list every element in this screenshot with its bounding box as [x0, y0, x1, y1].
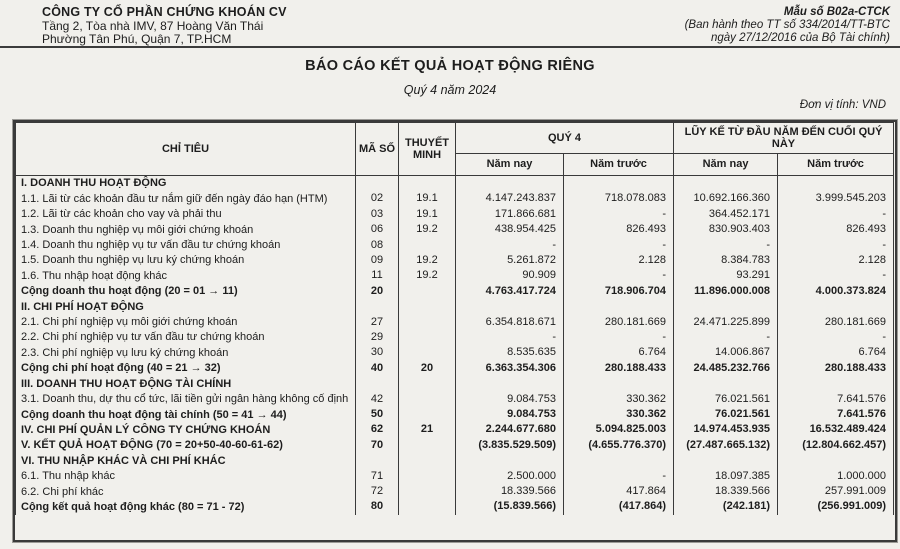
currency-unit-label: Đơn vị tính: VND: [799, 99, 886, 111]
cell-q4_nay: [456, 299, 564, 314]
form-note-line1: (Ban hành theo TT số 334/2014/TT-BTC: [684, 19, 890, 31]
table-row: [16, 207, 894, 222]
cell-q4_truoc: -: [564, 238, 674, 253]
cell-ma_so: [356, 299, 399, 314]
cell-ma_so: 42: [356, 392, 399, 407]
header-quy4-group: QUÝ 4: [456, 123, 674, 154]
header-lk-nam-nay: Năm nay: [674, 154, 778, 176]
cell-lk_nay: 24.485.232.766: [674, 361, 778, 376]
cell-lk_nay: 18.097.385: [674, 469, 778, 484]
table-row: [16, 407, 894, 422]
cell-label: 1.4. Doanh thu nghiệp vụ tư vấn đầu tư chứng khoán: [16, 238, 356, 253]
cell-label: 6.1. Thu nhập khác: [16, 469, 356, 484]
cell-thuyet_minh: 19.2: [399, 268, 456, 283]
cell-ma_so: 30: [356, 345, 399, 360]
cell-q4_nay: 2.244.677.680: [456, 422, 564, 437]
cell-ma_so: 03: [356, 207, 399, 222]
cell-lk_truoc: -: [778, 330, 894, 345]
cell-ma_so: [356, 176, 399, 192]
table-row: [16, 315, 894, 330]
company-name: CÔNG TY CỔ PHẦN CHỨNG KHOÁN CV: [42, 5, 287, 19]
cell-lk_truoc: 257.991.009: [778, 484, 894, 499]
form-number: Mẫu số B02a-CTCK: [783, 6, 890, 18]
cell-thuyet_minh: [399, 438, 456, 453]
income-statement-table: [15, 122, 894, 515]
cell-ma_so: [356, 376, 399, 391]
report-subtitle: Quý 4 năm 2024: [403, 83, 497, 97]
cell-label: 6.2. Chi phí khác: [16, 484, 356, 499]
table-row: [16, 453, 894, 468]
cell-q4_nay: 2.500.000: [456, 469, 564, 484]
cell-thuyet_minh: [399, 330, 456, 345]
cell-ma_so: 27: [356, 315, 399, 330]
cell-lk_nay: 10.692.166.360: [674, 191, 778, 206]
cell-label: 2.1. Chi phí nghiệp vụ môi giới chứng khoán: [16, 315, 356, 330]
cell-ma_so: 40: [356, 361, 399, 376]
table-row: [16, 284, 894, 299]
cell-thuyet_minh: [399, 376, 456, 391]
cell-lk_nay: [674, 376, 778, 391]
table-row: [16, 484, 894, 499]
form-note-line2: ngày 27/12/2016 của Bộ Tài chính): [710, 32, 890, 44]
cell-q4_truoc: 280.181.669: [564, 315, 674, 330]
company-address-line1: Tầng 2, Tòa nhà IMV, 87 Hoàng Văn Thái: [42, 18, 264, 33]
cell-lk_nay: [674, 453, 778, 468]
table-body: [16, 176, 894, 515]
cell-q4_truoc: 417.864: [564, 484, 674, 499]
cell-q4_truoc: 718.078.083: [564, 191, 674, 206]
cell-label: I. DOANH THU HOẠT ĐỘNG: [16, 176, 356, 192]
cell-q4_nay: [456, 176, 564, 192]
cell-q4_nay: (15.839.566): [456, 499, 564, 514]
cell-thuyet_minh: [399, 407, 456, 422]
cell-q4_nay: [456, 453, 564, 468]
company-address-line2: Phường Tân Phú, Quận 7, TP.HCM: [42, 32, 232, 46]
cell-lk_truoc: 6.764: [778, 345, 894, 360]
cell-q4_nay: [456, 376, 564, 391]
cell-q4_truoc: 6.764: [564, 345, 674, 360]
table-row: [16, 299, 894, 314]
cell-lk_truoc: 280.188.433: [778, 361, 894, 376]
cell-label: 3.1. Doanh thu, dự thu cổ tức, lãi tiền gửi ngân hàng không cố định: [16, 392, 356, 407]
cell-q4_truoc: [564, 299, 674, 314]
cell-q4_nay: 4.147.243.837: [456, 191, 564, 206]
cell-lk_nay: 93.291: [674, 268, 778, 283]
cell-thuyet_minh: [399, 484, 456, 499]
header-luy-ke-group: LŨY KẾ TỪ ĐẦU NĂM ĐẾN CUỐI QUÝ NÀY: [674, 123, 894, 154]
cell-label: 2.2. Chi phí nghiệp vụ tư vấn đầu tư chứng khoán: [16, 330, 356, 345]
cell-q4_nay: 6.363.354.306: [456, 361, 564, 376]
cell-label: Cộng chi phí hoạt động (40 = 21 → 32): [16, 361, 356, 376]
cell-lk_nay: 14.974.453.935: [674, 422, 778, 437]
cell-label: IV. CHI PHÍ QUẢN LÝ CÔNG TY CHỨNG KHOÁN: [16, 422, 356, 437]
cell-thuyet_minh: 21: [399, 422, 456, 437]
cell-label: 1.5. Doanh thu nghiệp vụ lưu ký chứng khoán: [16, 253, 356, 268]
cell-lk_truoc: 4.000.373.824: [778, 284, 894, 299]
report-title: BÁO CÁO KẾT QUẢ HOẠT ĐỘNG RIÊNG: [305, 58, 595, 74]
cell-ma_so: 06: [356, 222, 399, 237]
cell-ma_so: 70: [356, 438, 399, 453]
cell-lk_truoc: 7.641.576: [778, 407, 894, 422]
cell-lk_nay: 830.903.403: [674, 222, 778, 237]
cell-lk_truoc: -: [778, 238, 894, 253]
cell-thuyet_minh: [399, 299, 456, 314]
cell-q4_truoc: 826.493: [564, 222, 674, 237]
cell-ma_so: 80: [356, 499, 399, 514]
table-row: [16, 499, 894, 514]
cell-lk_truoc: [778, 453, 894, 468]
cell-thuyet_minh: 19.2: [399, 253, 456, 268]
cell-q4_nay: 9.084.753: [456, 407, 564, 422]
cell-lk_truoc: -: [778, 207, 894, 222]
cell-thuyet_minh: 20: [399, 361, 456, 376]
table-row: [16, 422, 894, 437]
cell-lk_nay: 14.006.867: [674, 345, 778, 360]
cell-ma_so: 11: [356, 268, 399, 283]
cell-thuyet_minh: [399, 469, 456, 484]
cell-q4_truoc: -: [564, 268, 674, 283]
table-row: [16, 376, 894, 391]
header-thuyet-minh: THUYẾT MINH: [399, 123, 456, 176]
cell-thuyet_minh: [399, 284, 456, 299]
cell-lk_truoc: -: [778, 268, 894, 283]
cell-q4_truoc: -: [564, 469, 674, 484]
letterhead-divider: [0, 46, 900, 48]
cell-lk_nay: -: [674, 238, 778, 253]
cell-ma_so: 20: [356, 284, 399, 299]
cell-q4_truoc: 330.362: [564, 407, 674, 422]
cell-ma_so: 02: [356, 191, 399, 206]
cell-ma_so: 72: [356, 484, 399, 499]
cell-label: 2.3. Chi phí nghiệp vụ lưu ký chứng khoán: [16, 345, 356, 360]
cell-ma_so: 62: [356, 422, 399, 437]
header-chi-tieu: CHỈ TIÊU: [16, 123, 356, 176]
cell-q4_truoc: [564, 376, 674, 391]
cell-label: II. CHI PHÍ HOẠT ĐỘNG: [16, 299, 356, 314]
table-row: [16, 469, 894, 484]
cell-lk_nay: 11.896.000.008: [674, 284, 778, 299]
cell-label: VI. THU NHẬP KHÁC VÀ CHI PHÍ KHÁC: [16, 453, 356, 468]
cell-q4_truoc: [564, 176, 674, 192]
cell-thuyet_minh: [399, 345, 456, 360]
table-row: [16, 361, 894, 376]
cell-lk_nay: -: [674, 330, 778, 345]
table-row: [16, 330, 894, 345]
cell-q4_truoc: -: [564, 330, 674, 345]
cell-lk_nay: 76.021.561: [674, 392, 778, 407]
cell-lk_truoc: [778, 176, 894, 192]
cell-q4_truoc: [564, 453, 674, 468]
cell-q4_nay: 9.084.753: [456, 392, 564, 407]
cell-q4_nay: 5.261.872: [456, 253, 564, 268]
cell-thuyet_minh: 19.1: [399, 207, 456, 222]
cell-q4_nay: 438.954.425: [456, 222, 564, 237]
cell-label: 1.3. Doanh thu nghiệp vụ môi giới chứng khoán: [16, 222, 356, 237]
cell-q4_truoc: 330.362: [564, 392, 674, 407]
company-block: [0, 6, 287, 47]
cell-q4_truoc: (417.864): [564, 499, 674, 514]
cell-q4_nay: 90.909: [456, 268, 564, 283]
cell-ma_so: 29: [356, 330, 399, 345]
cell-lk_nay: 24.471.225.899: [674, 315, 778, 330]
cell-q4_truoc: 5.094.825.003: [564, 422, 674, 437]
cell-lk_truoc: [778, 376, 894, 391]
cell-q4_truoc: 280.188.433: [564, 361, 674, 376]
cell-lk_truoc: [778, 299, 894, 314]
cell-lk_truoc: 7.641.576: [778, 392, 894, 407]
table-row: [16, 253, 894, 268]
cell-ma_so: 50: [356, 407, 399, 422]
cell-ma_so: [356, 453, 399, 468]
cell-q4_nay: 4.763.417.724: [456, 284, 564, 299]
table-row: [16, 438, 894, 453]
cell-thuyet_minh: [399, 499, 456, 514]
cell-label: Cộng doanh thu hoạt động tài chính (50 = 41 → 44): [16, 407, 356, 422]
cell-label: 1.1. Lãi từ các khoản đầu tư nắm giữ đến ngày đáo hạn (HTM): [16, 191, 356, 206]
table-row: [16, 238, 894, 253]
letterhead: [0, 6, 900, 47]
table-row: [16, 176, 894, 192]
cell-label: 1.6. Thu nhập hoạt động khác: [16, 268, 356, 283]
table-row: [16, 191, 894, 206]
table-header: [16, 123, 894, 176]
cell-lk_nay: [674, 176, 778, 192]
cell-lk_nay: [674, 299, 778, 314]
cell-q4_truoc: (4.655.776.370): [564, 438, 674, 453]
cell-ma_so: 71: [356, 469, 399, 484]
cell-q4_nay: -: [456, 330, 564, 345]
cell-lk_nay: 364.452.171: [674, 207, 778, 222]
cell-label: 1.2. Lãi từ các khoản cho vay và phải thu: [16, 207, 356, 222]
cell-q4_nay: 171.866.681: [456, 207, 564, 222]
header-lk-nam-truoc: Năm trước: [778, 154, 894, 176]
header-ma-so: MÃ SỐ: [356, 123, 399, 176]
cell-thuyet_minh: 19.2: [399, 222, 456, 237]
cell-lk_nay: (242.181): [674, 499, 778, 514]
cell-q4_truoc: 718.906.704: [564, 284, 674, 299]
cell-thuyet_minh: [399, 392, 456, 407]
cell-lk_truoc: (256.991.009): [778, 499, 894, 514]
cell-q4_nay: 8.535.635: [456, 345, 564, 360]
form-block: [685, 6, 900, 47]
table-row: [16, 268, 894, 283]
cell-thuyet_minh: [399, 176, 456, 192]
cell-lk_truoc: 826.493: [778, 222, 894, 237]
table-row: [16, 392, 894, 407]
cell-thuyet_minh: [399, 315, 456, 330]
cell-lk_truoc: 280.181.669: [778, 315, 894, 330]
table-row: [16, 345, 894, 360]
cell-label: III. DOANH THU HOẠT ĐỘNG TÀI CHÍNH: [16, 376, 356, 391]
cell-ma_so: 09: [356, 253, 399, 268]
cell-q4_truoc: -: [564, 207, 674, 222]
table-row: [16, 222, 894, 237]
cell-lk_truoc: 16.532.489.424: [778, 422, 894, 437]
cell-lk_truoc: 1.000.000: [778, 469, 894, 484]
cell-thuyet_minh: [399, 238, 456, 253]
cell-lk_nay: 76.021.561: [674, 407, 778, 422]
cell-thuyet_minh: [399, 453, 456, 468]
cell-lk_truoc: 3.999.545.203: [778, 191, 894, 206]
cell-q4_truoc: 2.128: [564, 253, 674, 268]
cell-q4_nay: -: [456, 238, 564, 253]
title-block: [0, 58, 900, 97]
cell-ma_so: 08: [356, 238, 399, 253]
header-q4-nam-truoc: Năm trước: [564, 154, 674, 176]
cell-lk_truoc: (12.804.662.457): [778, 438, 894, 453]
cell-label: V. KẾT QUẢ HOẠT ĐỘNG (70 = 20+50-40-60-61-62): [16, 438, 356, 453]
cell-lk_nay: (27.487.665.132): [674, 438, 778, 453]
header-q4-nam-nay: Năm nay: [456, 154, 564, 176]
cell-q4_nay: 18.339.566: [456, 484, 564, 499]
cell-thuyet_minh: 19.1: [399, 191, 456, 206]
cell-label: Cộng doanh thu hoạt động (20 = 01 → 11): [16, 284, 356, 299]
cell-lk_nay: 18.339.566: [674, 484, 778, 499]
cell-lk_nay: 8.384.783: [674, 253, 778, 268]
cell-q4_nay: (3.835.529.509): [456, 438, 564, 453]
cell-lk_truoc: 2.128: [778, 253, 894, 268]
cell-label: Cộng kết quả hoạt động khác (80 = 71 - 72): [16, 499, 356, 514]
cell-q4_nay: 6.354.818.671: [456, 315, 564, 330]
